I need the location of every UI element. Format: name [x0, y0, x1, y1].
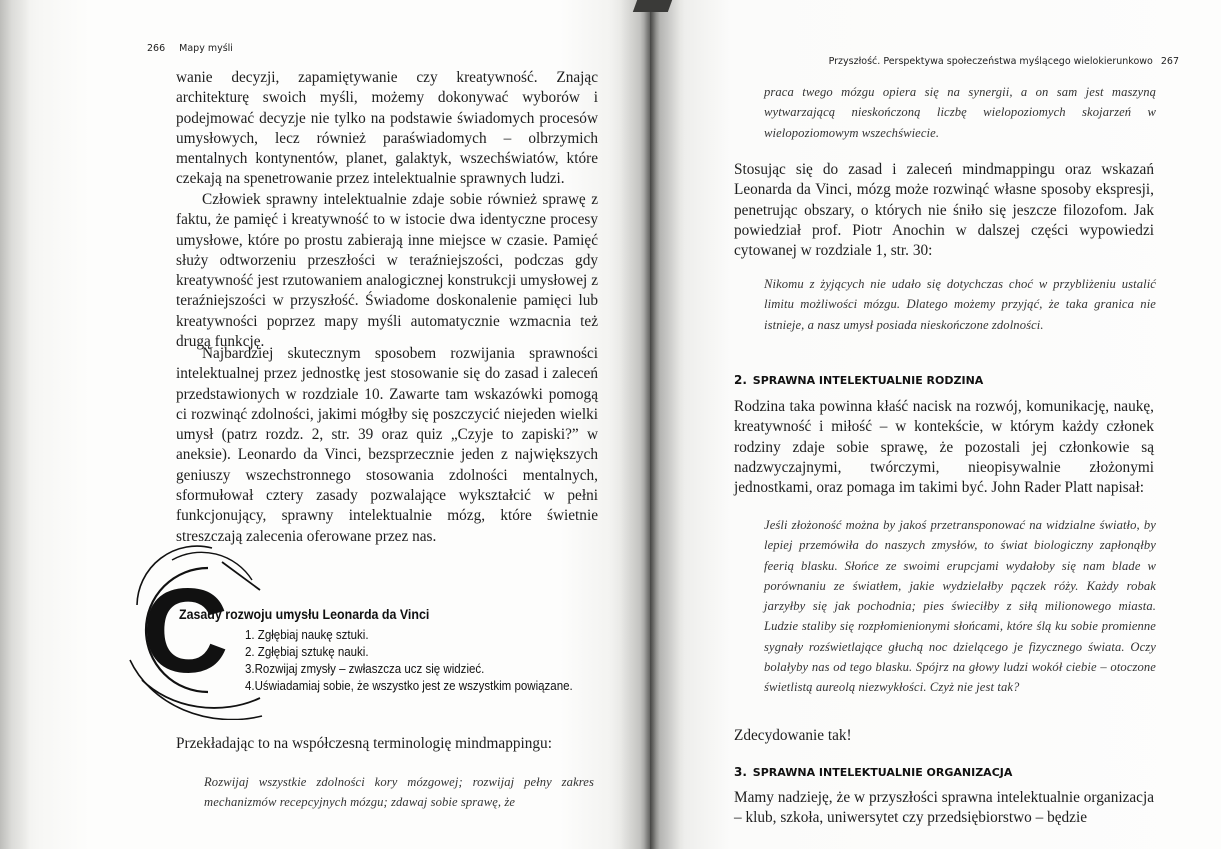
right-paragraph-3: Zdecydowanie tak! [734, 727, 852, 744]
right-page [650, 0, 1221, 849]
section-2-title: SPRAWNA INTELEKTUALNIE RODZINA [752, 374, 984, 387]
right-paragraph-2: Rodzina taka powinna kłaść nacisk na rozwój, komunikację, naukę, kreatywność i miłość – w kontekście, w którym każdy członek rodziny zdaje sobie sprawę, że pozostali jej członkowie są nadzwyczajnymi, twórczymi, nieopisywalnie złożonymi jednostkami, oraz pomaga im takimi być. John Rader Platt napisał: [734, 398, 1154, 497]
page-corner-flap [633, 0, 672, 12]
principle-item-2: 2. Zgłębiaj sztukę nauki. [245, 644, 369, 659]
left-header-title: Mapy myśli [179, 43, 233, 54]
right-paragraph-4: Mamy nadzieję, że w przyszłości sprawna intelektualnie organizacja – klub, szkoła, uniwersytet czy przedsiębiorstwo – będzie [734, 789, 1154, 827]
right-page-number: 267 [1160, 56, 1179, 67]
left-paragraph-1: wanie decyzji, zapamiętywanie czy kreatywność. Znając architekturę swoich myśli, możemy dokonywać wyborów i podejmować decyzje nie tylko na podstawie świadomych procesów umysłowych, lecz również paraświadomych – olbrzymich mentalnych kontynentów, planet, galaktyk, wszechświatów, które czekają na spenetrowanie przez intelektualnie sprawnych ludzi. [176, 69, 598, 188]
right-quote-platt: Jeśli złożoność można by jakoś przetransponować na widzialne światło, by lepiej przemówiła do naszych zmysłów, to świat biologiczny zapłonąłby feerią blasku. Słońce ze swoimi erupcjami wydałoby się nam blade w porównaniu ze światłem, jakie wydzielałby pączek róży. Każdy robak jarzyłby się jak pochodnia; pies świeciłby z siłą milionowego miasta. Ludzie staliby się rozpłomienionymi słońcami, które ślą ku sobie promienne sygnały rozświetlające głuchą noc dzielącego je fizycznego świata. Oczy bolałyby nas od tego blasku. Spójrz na głowy ludzi wokół ciebie – otoczone świetlistą aureolą niezwykłości. Czyż nie jest tak? [764, 518, 1156, 695]
principles-box-title: Zasady rozwoju umysłu Leonarda da Vinci [179, 607, 430, 622]
left-page-number: 266 [147, 43, 166, 54]
left-paragraph-4: Przekładając to na współczesną terminologię mindmappingu: [176, 735, 552, 752]
principle-item-1: 1. Zgłębiaj naukę sztuki. [245, 627, 369, 642]
emblem-letter: C [142, 564, 229, 698]
right-quote-continued: praca twego mózgu opiera się na synergii, a on sam jest maszyną wytwarzającą nieskończoną liczbę wielopoziomych skojarzeń w wielopoziomowym wszechświecie. [764, 85, 1156, 140]
principle-item-3: 3.Rozwijaj zmysły – zwłaszcza ucz się widzieć. [245, 661, 485, 676]
left-running-head [147, 43, 233, 54]
section-3-heading [734, 765, 1012, 779]
book-gutter-shadow [620, 0, 680, 849]
section-3-number: 3. [734, 765, 747, 779]
section-3-title: SPRAWNA INTELEKTUALNIE ORGANIZACJA [752, 766, 1013, 779]
section-2-number: 2. [734, 373, 747, 387]
principle-item-4: 4.Uświadamiaj sobie, że wszystko jest ze wszystkim powiązane. [245, 678, 573, 693]
left-paragraph-2: Człowiek sprawny intelektualnie zdaje sobie również sprawę z faktu, że pamięć i kreatywność to w istocie dwa identyczne procesy umysłowe, które po prostu zabierają inne miejsce w czasie. Pamięć służy odtworzeniu przeszłości w teraźniejszości, podczas gdy kreatywność jest rzutowaniem analogicznej konstrukcji umysłowej z teraźniejszości w przyszłość. Świadome doskonalenie pamięci lub kreatywności poprzez mapy myśli automatycznie wzmacnia też drugą funkcję. [176, 191, 598, 351]
section-2-heading [734, 373, 983, 387]
page-edge-shadow [0, 0, 30, 849]
left-paragraph-3: Najbardziej skutecznym sposobem rozwijania sprawności intelektualnej przez jednostkę jest stosowanie się do zasad i zaleceń przedstawionych w rozdziale 10. Zawarte tam wskazówki pomogą ci rozwinąć zdolności, jakimi mógłby się poszczycić niejeden wielki umysł (patrz rozdz. 2, str. 39 oraz quiz „Czyje to zapiski?” w aneksie). Leonardo da Vinci, bezsprzecznie jeden z największych geniuszy wszechstronnego stosowania zdolności mentalnych, sformułował cztery zasady pozwalające wykształcić w pełni funkcjonujący, sprawny intelektualnie mózg, które świetnie streszczają zalecenia oferowane przez nas. [176, 345, 598, 545]
left-quote: Rozwijaj wszystkie zdolności kory mózgowej; rozwijaj pełny zakres mechanizmów recepcyjnych mózgu; zdawaj sobie sprawę, że [204, 775, 594, 810]
right-running-head [829, 56, 1179, 67]
right-header-title: Przyszłość. Perspektywa społeczeństwa myślącego wielokierunkowo [828, 56, 1153, 67]
right-paragraph-1: Stosując się do zasad i zaleceń mindmappingu oraz wskazań Leonarda da Vinci, mózg może rozwinąć własne sposoby ekspresji, penetrując obszary, o których nie śniło się jeszcze filozofom. Jak powiedział prof. Piotr Anochin w dalszej części wypowiedzi cytowanej w rozdziale 1, str. 30: [734, 161, 1154, 260]
right-quote-anochin: Nikomu z żyjących nie udało się dotychczas choć w przybliżeniu ustalić limitu możliwości mózgu. Dlatego możemy przyjąć, że taka granica nie istnieje, a nasz umysł posiada nieskończone zdolności. [764, 277, 1156, 332]
